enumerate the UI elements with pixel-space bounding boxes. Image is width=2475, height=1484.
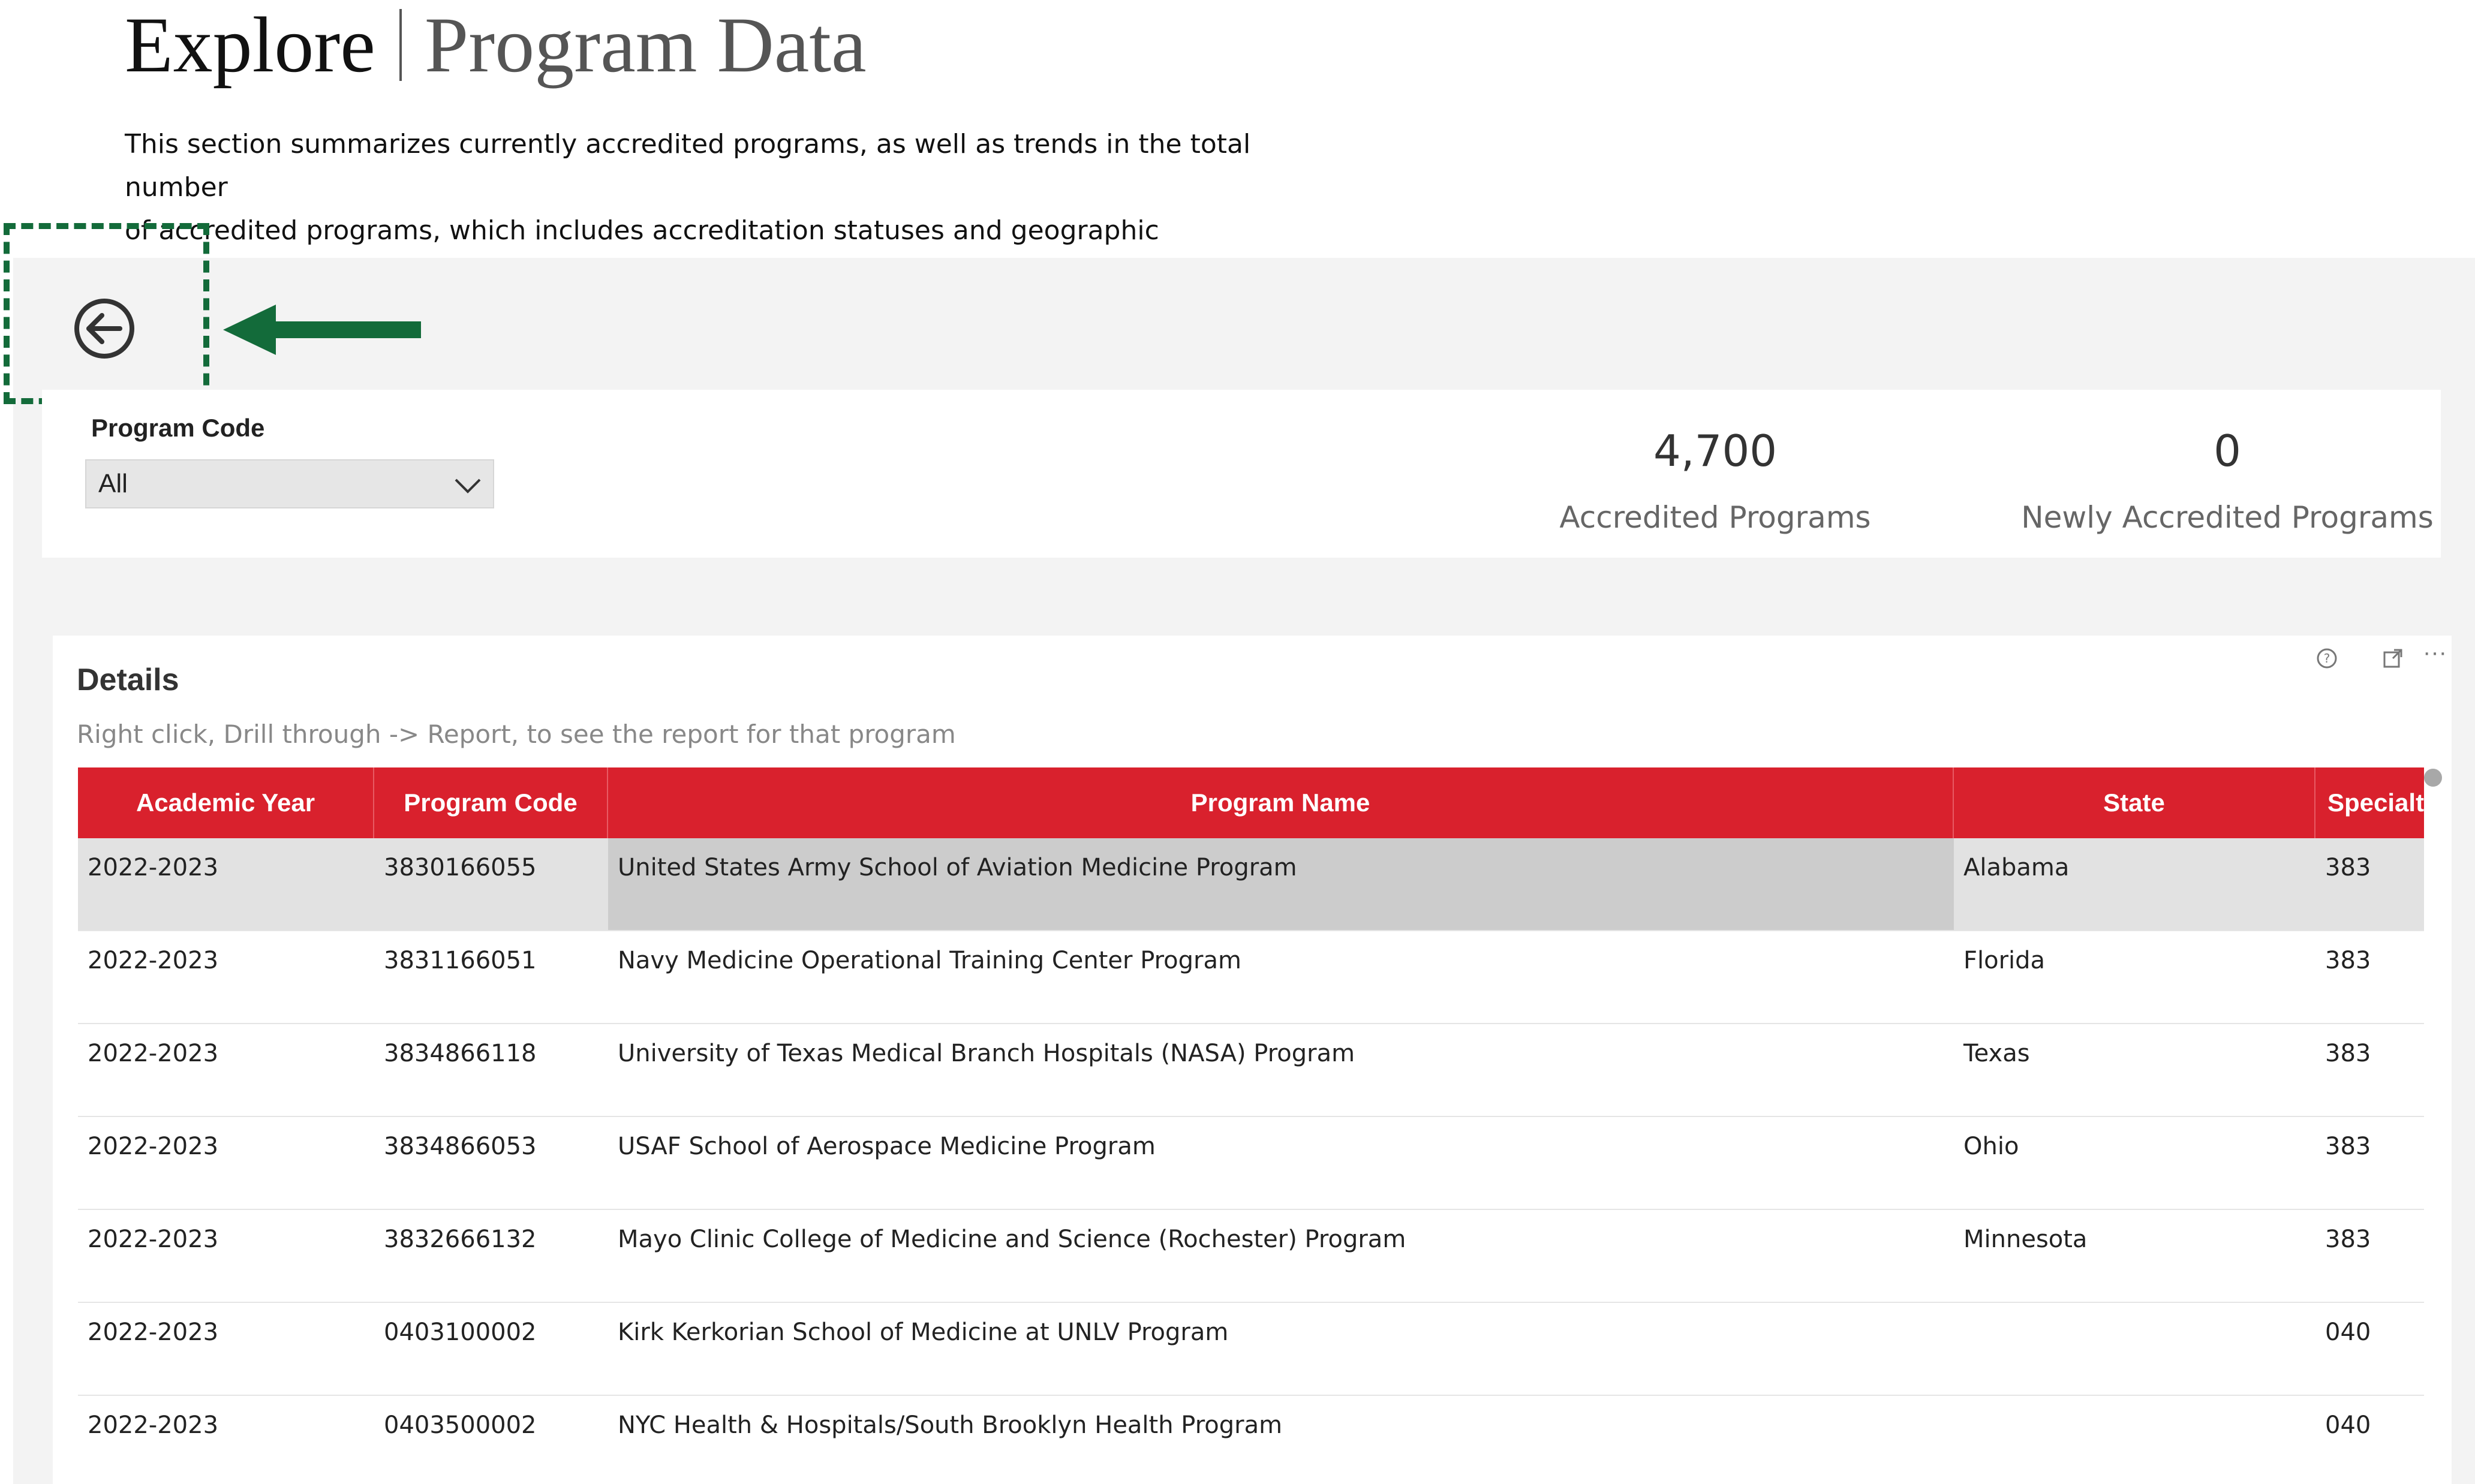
cell-program-code: 3831166051	[384, 947, 537, 974]
page-title-explore: Explore	[125, 1, 375, 89]
cell-academic-year: 2022-2023	[88, 1133, 219, 1160]
kpi-accredited-label: Accredited Programs	[1559, 500, 1871, 535]
cell-program-code: 3832666132	[384, 1226, 537, 1253]
table-row[interactable]	[78, 1024, 2424, 1117]
cell-academic-year: 2022-2023	[88, 1411, 219, 1439]
highlight-box	[4, 223, 209, 404]
cell-academic-year: 2022-2023	[88, 1319, 219, 1346]
kpi-accredited-value: 4,700	[1653, 426, 1778, 476]
cell-state: Florida	[1963, 947, 2046, 974]
cell-specialty: 040	[2325, 1319, 2371, 1346]
cell-program-name: NYC Health & Hospitals/South Brooklyn Health Program	[618, 1411, 1283, 1439]
dropdown-selected-value: All	[98, 469, 128, 498]
table-row[interactable]	[78, 1303, 2424, 1396]
cell-specialty: 383	[2325, 1133, 2371, 1160]
cell-academic-year: 2022-2023	[88, 947, 219, 974]
column-header-program-name[interactable]: Program Name	[608, 767, 1954, 838]
table-row[interactable]	[78, 1117, 2424, 1210]
cell-specialty: 383	[2325, 1226, 2371, 1253]
cell-program-code: 3834866118	[384, 1040, 537, 1067]
cell-specialty: 040	[2325, 1411, 2371, 1439]
column-header-academic-year[interactable]: Academic Year	[78, 767, 374, 838]
cell-state: Texas	[1963, 1040, 2030, 1067]
more-options-icon[interactable]: ···	[2423, 639, 2447, 666]
table-row[interactable]	[78, 838, 2424, 931]
page-title-section: Program Data	[424, 1, 867, 89]
table-row[interactable]	[78, 1210, 2424, 1303]
cell-specialty: 383	[2325, 947, 2371, 974]
cell-specialty: 383	[2325, 1040, 2371, 1067]
column-header-state[interactable]: State	[1954, 767, 2315, 838]
chevron-down-icon	[453, 474, 482, 498]
title-divider	[399, 9, 402, 81]
kpi-newly-value: 0	[2214, 426, 2241, 476]
details-table	[78, 767, 2424, 1484]
cell-academic-year: 2022-2023	[88, 854, 219, 881]
cell-program-code: 3834866053	[384, 1133, 537, 1160]
left-arrow-icon	[223, 305, 421, 355]
cell-program-code: 3830166055	[384, 854, 537, 881]
cell-state: Minnesota	[1963, 1226, 2088, 1253]
table-scrollbar-thumb[interactable]	[2424, 769, 2442, 787]
cell-state	[1954, 1396, 2315, 1484]
cell-state: Ohio	[1963, 1133, 2019, 1160]
cell-program-code: 0403500002	[384, 1411, 537, 1439]
cell-program-name: USAF School of Aerospace Medicine Program	[618, 1133, 1156, 1160]
description-line-2: of accredited programs, which includes accreditation statuses and geographic	[125, 215, 1159, 246]
cell-program-name: Mayo Clinic College of Medicine and Science (Rochester) Program	[618, 1226, 1406, 1253]
program-code-label: Program Code	[91, 414, 265, 442]
table-row[interactable]	[78, 1396, 2424, 1484]
cell-program-name: United States Army School of Aviation Medicine Program	[608, 838, 1954, 930]
column-header-program-code[interactable]: Program Code	[374, 767, 608, 838]
cell-program-name: Kirk Kerkorian School of Medicine at UNLV Program	[618, 1319, 1229, 1346]
page-title	[125, 0, 867, 90]
details-title: Details	[77, 663, 179, 697]
svg-text:?: ?	[2323, 651, 2330, 666]
cell-academic-year: 2022-2023	[88, 1226, 219, 1253]
table-header	[78, 767, 2424, 838]
table-row[interactable]	[78, 931, 2424, 1024]
cell-program-code: 0403100002	[384, 1319, 537, 1346]
kpi-newly-label: Newly Accredited Programs	[2021, 500, 2434, 535]
cell-state	[1954, 1303, 2315, 1395]
help-circle-icon[interactable]	[2314, 645, 2340, 672]
cell-program-name: University of Texas Medical Branch Hospitals (NASA) Program	[618, 1040, 1355, 1067]
focus-mode-icon[interactable]	[2380, 645, 2406, 672]
column-header-specialty[interactable]: Specialt	[2327, 788, 2424, 817]
program-code-dropdown[interactable]	[85, 459, 494, 508]
details-subtitle: Right click, Drill through -> Report, to see the report for that program	[77, 720, 956, 749]
cell-state: Alabama	[1963, 854, 2070, 881]
cell-specialty: 383	[2325, 854, 2371, 881]
cell-program-name: Navy Medicine Operational Training Center Program	[618, 947, 1241, 974]
cell-academic-year: 2022-2023	[88, 1040, 219, 1067]
description-line-1: This section summarizes currently accredited programs, as well as trends in the total number	[125, 129, 1251, 203]
